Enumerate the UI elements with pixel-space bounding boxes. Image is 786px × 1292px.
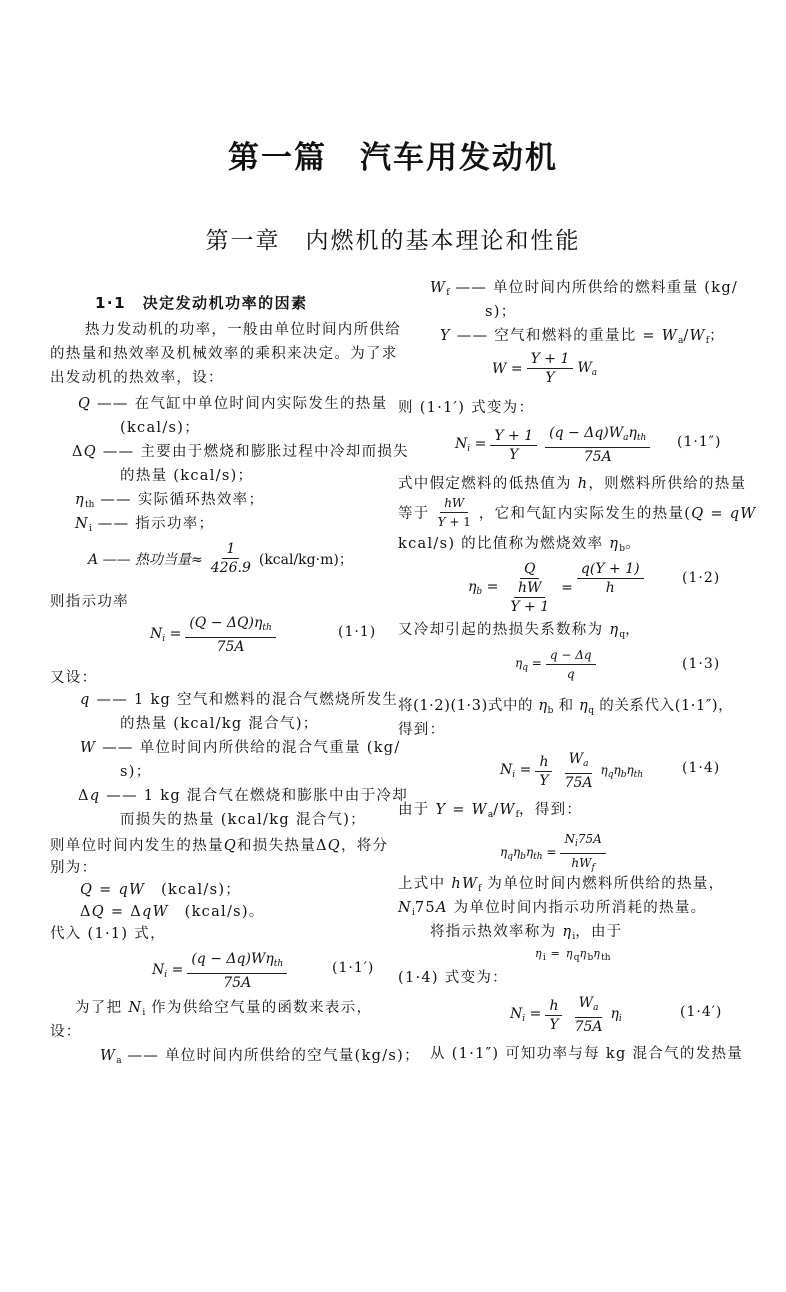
formula-1-2: $\eta_b$ = $\frac{Q}{\frac{hW}{Y + 1}}$ = $\frac{q(Y + 1)}{h}$ [468,560,648,616]
definition-line: q —— 1 kg 空气和燃料的混合气燃烧所发生 [80,692,399,708]
paragraph-line: 上式中 $hW_f$ 为单位时间内燃料所供给的热量， [398,876,725,894]
denominator: q [566,667,575,681]
section-heading: 1·1 决定发动机功率的因素 [95,294,308,312]
equation-label: (1·1″) [677,434,722,450]
equation-line: ΔQ = ΔqW (kcal/s)。 [80,904,265,920]
formula-1-4 [500,750,643,792]
denominator: 75A [223,975,252,991]
paragraph-line: 将(1·2)(1·3)式中的 $\eta_b$ 和 $\eta_q$ 的关系代入(1·1″)， [398,698,734,716]
numerator: hW [440,494,468,513]
definition-line: Δq —— 1 kg 混合气在燃烧和膨胀中由于冷却 [78,788,409,804]
paragraph-line-with-fraction [398,494,756,531]
paragraph-line: 设： [50,1024,82,1040]
paragraph-line: 式中假定燃料的低热值为 h，则燃料所供给的热量 [398,476,747,492]
formula-rhs: (kcal/kg·m)； [258,551,353,568]
paragraph-line: 别为： [50,860,98,876]
formula-1-4-prime [510,994,622,1036]
denominator: Y + 1 [510,599,550,615]
formula-lhs: $\eta_q$ = [515,656,542,673]
equation-label: (1·1′) [332,960,375,976]
paragraph-line: $N_i75A$ 为单位时间内指示功所消耗的热量。 [398,900,707,918]
formula-heat-work-equivalent [88,540,353,577]
paragraph-line: 为了把 $N_i$ 作为供给空气量的函数来表示， [75,1000,373,1018]
numerator: $W_a$ [575,994,603,1018]
paragraph-line: 由于 $Y = W_a/W_f$，得到： [398,802,583,820]
definition-line: ΔQ —— 主要由于燃烧和膨胀过程中冷却而损失 [72,444,409,460]
equation-label: (1·3) [682,656,721,672]
numerator: hW [514,579,545,598]
numerator: h [545,997,562,1016]
denominator: 426.9 [210,560,251,576]
formula-lhs: $N_i$ = [152,962,184,980]
formula-lhs: $N_i$ = [455,436,487,454]
denominator: Y [545,370,555,386]
numerator: $W_a$ [565,750,593,774]
definition-line: Q —— 在气缸中单位时间内实际发生的热量 [78,396,388,412]
denominator: Y [509,446,519,463]
definition-line: 的热量 (kcal/s)； [120,468,254,484]
denominator: Y [539,772,549,789]
formula-lhs: $N_i$ = [150,626,182,644]
formula-lhs: $\eta_b$ = [468,579,499,597]
part-title: 第一篇 汽车用发动机 [228,140,558,176]
definition-line: $W_a$ —— 单位时间内所供给的空气量(kg/s)； [100,1048,420,1066]
paragraph-line: 又冷却引起的热损失系数称为 $\eta_q$， [398,622,641,640]
equation-label: (1·4′) [680,1004,723,1020]
paragraph-line: 又设： [50,670,98,686]
paragraph-line: 从 (1·1″) 可知功率与每 kg 混合气的发热量 [430,1046,744,1062]
denominator: $hW_f$ [571,856,595,873]
numerator: $(q - \Delta q)W_a\eta_{th}$ [545,424,650,448]
formula-rhs: $W_a$ [577,359,598,378]
formula-efficiency-product [500,830,610,877]
numerator: Y + 1 [527,350,574,369]
formula-1-1-double-prime [455,424,654,466]
definition-line: (kcal/s)； [120,420,201,436]
paragraph-line: 出发动机的热效率，设： [50,370,224,386]
formula-1-1-prime [152,950,291,992]
text: ，它和气缸内实际发生的热量(Q = qW [478,506,757,522]
denominator: h [605,580,615,596]
formula-lhs: $N_i$ = [500,762,532,780]
numerator: $N_i75A$ [560,830,605,854]
paragraph-line: 的热量和热效率及机械效率的乘积来决定。为了求 [50,346,398,362]
paragraph-line: 代入 (1·1) 式， [50,926,166,942]
paragraph-line: 则 (1·1′) 式变为： [398,400,535,416]
denominator: 75A [216,639,245,655]
paragraph-line: (1·4) 式变为： [398,970,508,986]
formula-lhs: A —— 热功当量≈ [88,551,203,568]
equation-label: (1·4) [682,760,721,776]
paragraph-line: 则指示功率 [50,594,129,610]
numerator: q − Δq [546,646,596,665]
formula-1-3 [515,646,600,683]
denominator: 75A [583,449,612,465]
denominator: 75A [574,1019,603,1035]
formula-lhs: W = [492,360,523,377]
definition-line: 而损失的热量 (kcal/kg 混合气)； [120,812,366,828]
numerator: q(Y + 1) [577,560,644,579]
equation-label: (1·1) [338,624,377,640]
chapter-title: 第一章 内燃机的基本理论和性能 [205,228,581,254]
equation-line: Q = qW (kcal/s)； [80,882,242,898]
paragraph-line: 则单位时间内发生的热量Q和损失热量ΔQ，将分 [50,838,389,854]
definition-line: W —— 单位时间内所供给的混合气重量 (kg/ [80,740,401,756]
formula-1-1 [150,614,280,656]
numerator: Q [520,560,539,579]
equation-label: (1·2) [682,570,721,586]
numerator: $(q - \Delta q)W\eta_{th}$ [187,950,287,974]
definition-line: $W_f$ —— 单位时间内所供给的燃料重量 (kg/ [430,280,739,298]
definition-line: $\eta_{th}$ —— 实际循环热效率； [75,492,265,510]
definition-line: s)； [120,764,152,780]
denominator: Y + 1 [437,515,471,529]
formula-lhs: $N_i$ = [510,1006,542,1024]
numerator: h [535,753,552,772]
numerator: 1 [222,540,239,559]
formula-rhs: $\eta_i$ [610,1006,622,1024]
paragraph-line: 得到： [398,722,446,738]
definition-line: 的热量 (kcal/kg 混合气)； [120,716,319,732]
definition-line: Y —— 空气和燃料的重量比 = $W_a/W_f$； [440,328,725,346]
definition-line: s)； [485,304,517,320]
denominator: Y [549,1016,559,1033]
text: 等于 [398,506,430,522]
paragraph-line: 热力发动机的功率，一般由单位时间内所供给 [85,322,401,338]
formula-rhs: $\eta_q\eta_b\eta_{th}$ [600,762,644,780]
formula-lhs: $\eta_q\eta_b\eta_{th}$ = [500,845,557,862]
paragraph-line: 将指示热效率称为 $\eta_i$，由于 [430,924,623,942]
definition-line: $N_i$ —— 指示功率； [75,516,215,534]
formula-W [492,350,597,387]
paragraph-line: kcal/s) 的比值称为燃烧效率 $\eta_b$。 [398,536,641,554]
equation-line: $\eta_i = \eta_q\eta_b\eta_{th}$ [535,947,611,963]
numerator: Y + 1 [490,427,537,446]
denominator: 75A [564,775,593,791]
numerator: $(Q - \Delta Q)\eta_{th}$ [185,614,275,638]
